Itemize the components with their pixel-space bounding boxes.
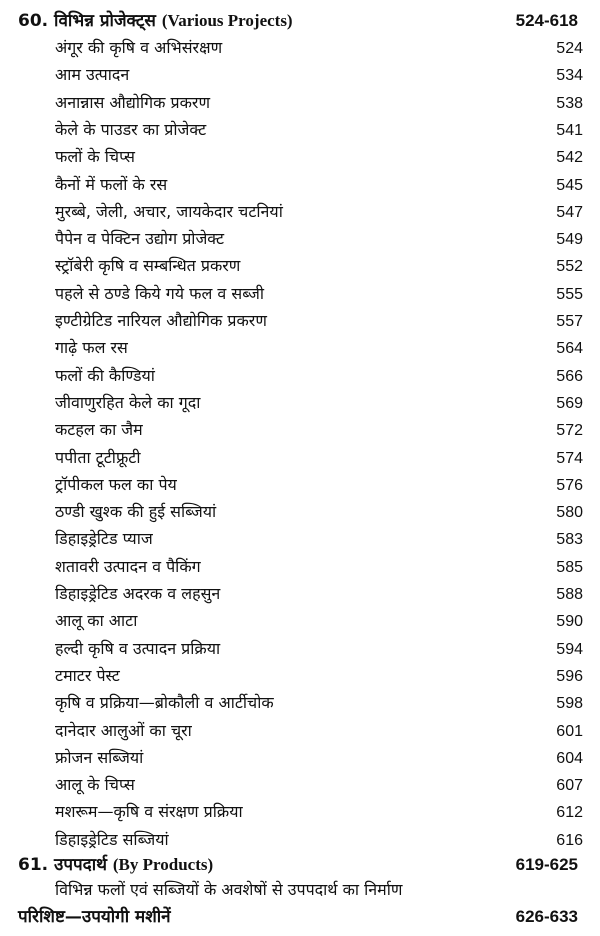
entry-title: पहले से ठण्डे किये गये फल व सब्जी xyxy=(55,283,264,303)
appendix-title: परिशिष्ट—उपयोगी मशीनें xyxy=(18,907,171,927)
entry-title: कैनों में फलों के रस xyxy=(55,174,168,194)
appendix-page-range: 626-633 xyxy=(515,907,578,926)
toc-entry xyxy=(55,336,583,363)
entry-title: हल्दी कृषि व उत्पादन प्रक्रिया xyxy=(55,638,221,658)
toc-entry xyxy=(55,719,583,746)
entry-page-number: 542 xyxy=(556,149,583,167)
chapter-60-heading xyxy=(18,8,578,35)
chapter-page-range: 619-625 xyxy=(515,855,578,874)
toc-entry xyxy=(55,364,583,391)
entry-page-number: 555 xyxy=(556,285,583,303)
entry-page-number: 598 xyxy=(556,695,583,713)
entry-page-number: 524 xyxy=(556,40,583,57)
entry-title: गाढ़े फल रस xyxy=(55,338,128,358)
toc-entry xyxy=(55,555,583,582)
toc-entry xyxy=(55,391,583,418)
entry-title: ठण्डी खुश्क की हुई सब्जियां xyxy=(55,502,217,522)
entry-page-number: 585 xyxy=(556,558,583,576)
entry-title: अनान्नास औद्योगिक प्रकरण xyxy=(55,92,211,112)
toc-entry xyxy=(55,746,583,773)
toc-entry xyxy=(55,691,583,718)
entry-title: मशरूम—कृषि व संरक्षण प्रक्रिया xyxy=(55,802,243,822)
chapter-page-range: 524-618 xyxy=(515,11,578,30)
entry-title: कटहल का जैम xyxy=(55,420,143,440)
chapter-61-description: विभिन्न फलों एवं सब्जियों के अवशेषों से उपपदार्थ का निर्माण xyxy=(55,880,403,899)
entry-page-number: 604 xyxy=(556,749,583,767)
entry-page-number: 580 xyxy=(556,504,583,522)
entry-title: डिहाइड्रेटिड अदरक व लहसुन xyxy=(55,584,221,603)
toc-entry xyxy=(55,609,583,636)
entry-page-number: 534 xyxy=(556,67,583,85)
toc-entry xyxy=(55,773,583,800)
entry-page-number: 601 xyxy=(556,722,583,740)
toc-entry xyxy=(55,173,583,200)
entry-title: पपीता टूटीफ्रूटी xyxy=(55,447,141,467)
entry-page-number: 552 xyxy=(556,258,583,276)
toc-entry xyxy=(55,282,583,309)
entry-page-number: 590 xyxy=(556,613,583,631)
entry-page-number: 541 xyxy=(556,121,583,139)
entry-title: जीवाणुरहित केले का गूदा xyxy=(55,392,201,412)
entry-page-number: 538 xyxy=(556,94,583,112)
chapter-number: 61. xyxy=(18,855,49,875)
entry-page-number: 594 xyxy=(556,640,583,658)
toc-entry xyxy=(55,637,583,664)
entry-page-number: 607 xyxy=(556,777,583,795)
entry-page-number: 576 xyxy=(556,476,583,494)
appendix-heading xyxy=(18,904,578,931)
entry-title: शतावरी उत्पादन व पैकिंग xyxy=(55,556,201,576)
entry-page-number: 549 xyxy=(556,231,583,249)
chapter-title-english: (Various Projects) xyxy=(161,11,293,30)
entry-title: स्ट्रॉबेरी कृषि व सम्बन्धित प्रकरण xyxy=(55,256,241,276)
entry-page-number: 574 xyxy=(556,449,583,467)
chapter-61-heading xyxy=(18,852,578,879)
entry-title: आलू के चिप्स xyxy=(55,775,135,795)
entry-page-number: 596 xyxy=(556,667,583,685)
entry-page-number: 588 xyxy=(556,586,583,603)
entry-page-number: 616 xyxy=(556,831,583,849)
toc-entry xyxy=(55,227,583,254)
entry-page-number: 547 xyxy=(556,203,583,221)
toc-entry xyxy=(55,473,583,500)
toc-entry xyxy=(55,828,583,855)
entry-title: टमाटर पेस्ट xyxy=(55,665,120,685)
chapter-title-hindi: उपपदार्थ xyxy=(54,855,107,875)
toc-entry xyxy=(55,418,583,445)
entry-page-number: 545 xyxy=(556,176,583,194)
entry-title: कृषि व प्रक्रिया—ब्रोकौली व आर्टीचोक xyxy=(55,693,274,713)
toc-entry xyxy=(55,309,583,336)
toc-entry xyxy=(55,145,583,172)
toc-entry xyxy=(55,200,583,227)
entry-title: फ्रोजन सब्जियां xyxy=(55,747,144,767)
toc-entry xyxy=(55,91,583,118)
toc-entry xyxy=(55,664,583,691)
entry-title: केले के पाउडर का प्रोजेक्ट xyxy=(55,119,207,139)
toc-entry xyxy=(55,36,583,63)
entry-title: अंगूर की कृषि व अभिसंरक्षण xyxy=(55,38,223,57)
entry-page-number: 564 xyxy=(556,340,583,358)
entry-title: ट्रॉपीकल फल का पेय xyxy=(55,474,177,494)
entry-title: फलों के चिप्स xyxy=(55,147,135,167)
entry-title: इण्टीग्रेटिड नारियल औद्योगिक प्रकरण xyxy=(55,311,267,330)
entry-page-number: 572 xyxy=(556,422,583,440)
toc-entry xyxy=(55,500,583,527)
entry-title: आलू का आटा xyxy=(55,611,138,631)
entry-title: पैपेन व पेक्टिन उद्योग प्रोजेक्ट xyxy=(55,229,225,249)
entry-page-number: 612 xyxy=(556,804,583,822)
toc-entry xyxy=(55,527,583,554)
entry-title: फलों की कैण्डियां xyxy=(55,365,155,385)
toc-entry xyxy=(55,254,583,281)
toc-entry xyxy=(55,118,583,145)
toc-entry xyxy=(55,63,583,90)
entry-title: दानेदार आलुओं का चूरा xyxy=(55,720,192,740)
entry-title: मुरब्बे, जेली, अचार, जायकेदार चटनियां xyxy=(55,201,283,221)
entry-page-number: 557 xyxy=(556,313,583,330)
chapter-title-hindi: विभिन्न प्रोजेक्ट्स xyxy=(54,11,156,31)
toc-entry xyxy=(55,446,583,473)
chapter-61-title xyxy=(18,852,213,875)
toc-entry xyxy=(55,582,583,609)
entry-page-number: 566 xyxy=(556,367,583,385)
toc-entry xyxy=(55,800,583,827)
chapter-number: 60. xyxy=(18,11,49,31)
chapter-60-title xyxy=(18,8,293,31)
entry-page-number: 583 xyxy=(556,531,583,549)
chapter-title-english: (By Products) xyxy=(112,855,214,874)
entry-title: आम उत्पादन xyxy=(55,65,130,85)
entry-title: डिहाइड्रेटिड सब्जियां xyxy=(55,829,169,849)
entry-title: डिहाइड्रेटिड प्याज xyxy=(55,529,153,549)
entry-page-number: 569 xyxy=(556,394,583,412)
